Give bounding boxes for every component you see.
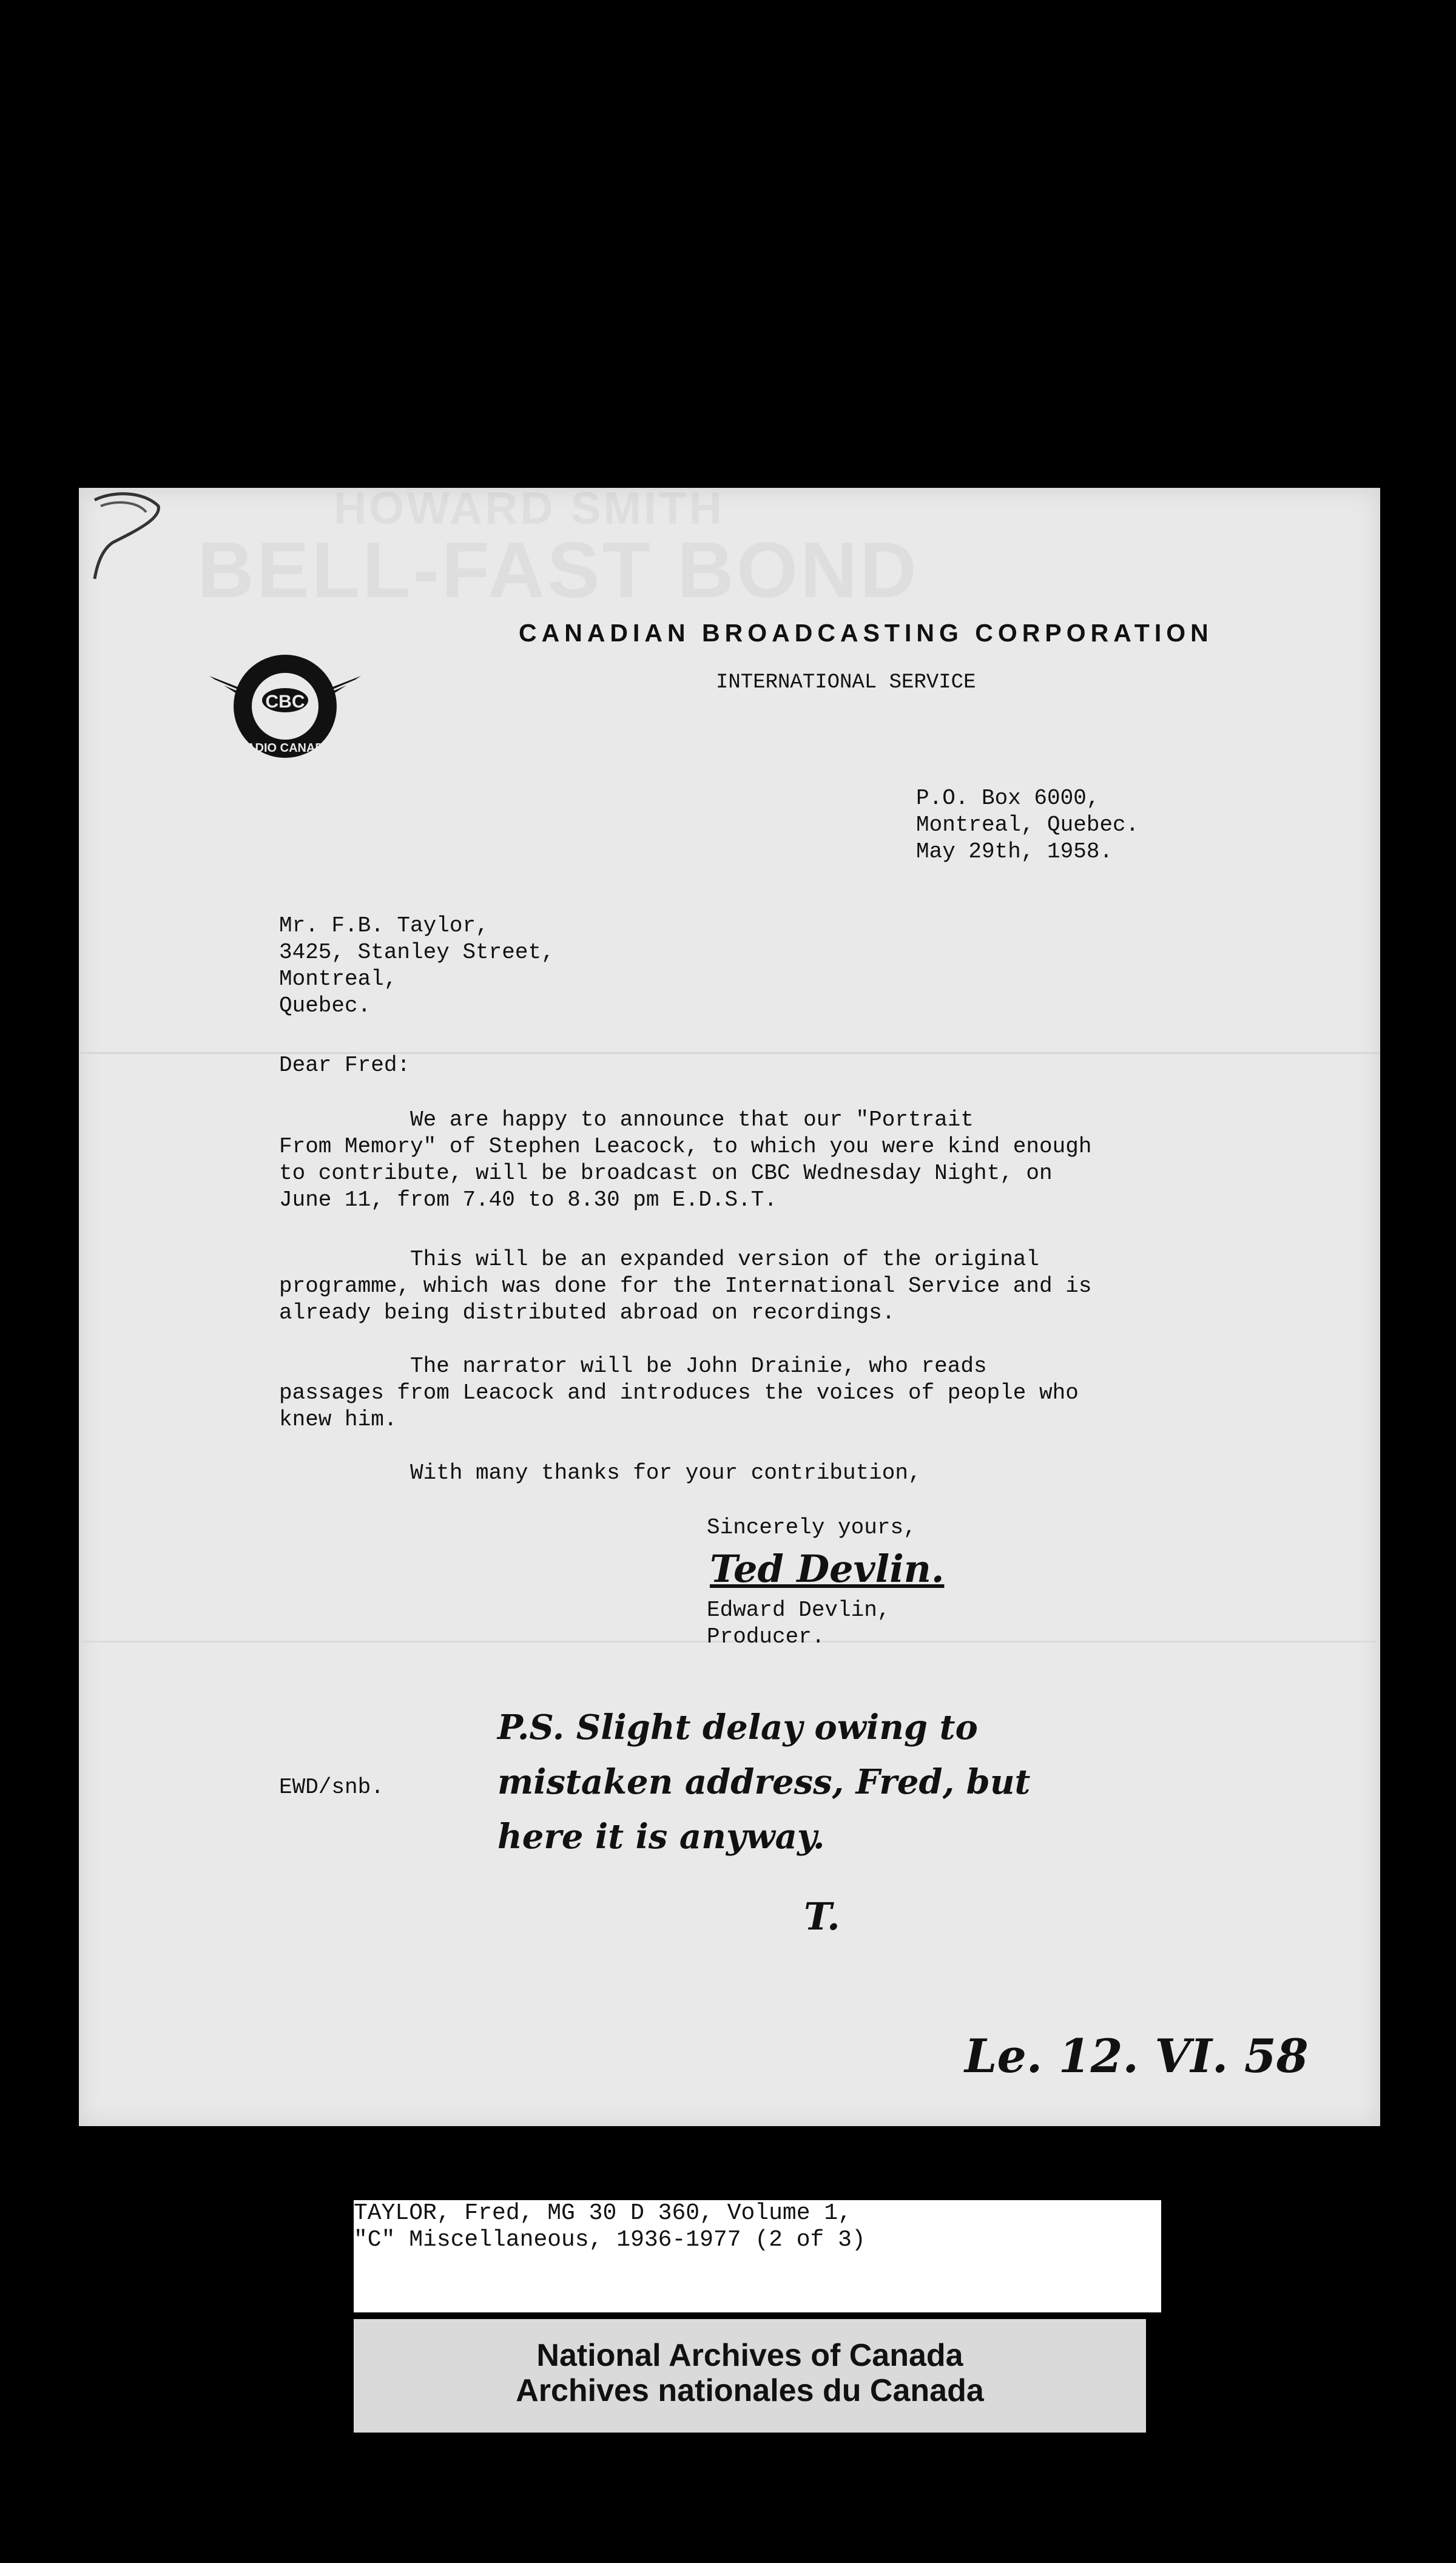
body-line: to contribute, will be broadcast on CBC Wednesday Night, on [279, 1161, 1053, 1186]
sender-address-line: P.O. Box 6000, [916, 786, 1100, 811]
postscript-line: here it is anyway. [497, 1817, 825, 1857]
logo-text: CBC [265, 692, 305, 712]
postscript-line: mistaken address, Fred, but [497, 1762, 1031, 1802]
signature: Ted Devlin. [710, 1547, 945, 1591]
signatory-title: Producer. [707, 1624, 825, 1649]
letter-date: May 29th, 1958. [916, 839, 1113, 864]
reference-initials: EWD/snb. [279, 1775, 384, 1800]
body-line: passages from Leacock and introduces the voices of people who [279, 1380, 1079, 1405]
cbc-logo-icon [206, 652, 364, 767]
body-line: programme, which was done for the International Service and is [279, 1274, 1092, 1298]
division-name: INTERNATIONAL SERVICE [716, 671, 976, 694]
watermark-paper [197, 524, 919, 615]
archival-reference-line: "C" Miscellaneous, 1936-1977 (2 of 3) [354, 2227, 866, 2253]
body-line: This will be an expanded version of the original [279, 1247, 1040, 1272]
received-note: Le. 12. VI. 58 [965, 2029, 1309, 2083]
archival-reference-label [354, 2200, 1161, 2312]
body-line: June 11, from 7.40 to 8.30 pm E.D.S.T. [279, 1187, 777, 1212]
archival-reference-line: TAYLOR, Fred, MG 30 D 360, Volume 1, [354, 2200, 852, 2226]
recipient-line: Montreal, [279, 967, 397, 991]
body-line: With many thanks for your contribution, [279, 1460, 922, 1485]
body-line: knew him. [279, 1407, 397, 1432]
fold-line [79, 1052, 1380, 1054]
postscript-initial: T. [804, 1894, 840, 1939]
recipient-line: 3425, Stanley Street, [279, 940, 554, 965]
signatory-name: Edward Devlin, [707, 1598, 891, 1623]
body-line: The narrator will be John Drainie, who reads [279, 1354, 987, 1379]
archives-name-french: Archives nationales du Canada [516, 2373, 984, 2408]
archives-stamp [354, 2319, 1146, 2433]
archives-name-english: National Archives of Canada [536, 2338, 963, 2373]
logo-ring-text: RADIO CANADA [237, 741, 333, 755]
postscript-line: P.S. Slight delay owing to [497, 1707, 978, 1748]
body-line: From Memory" of Stephen Leacock, to which you were kind enough [279, 1134, 1092, 1159]
staple-mark-icon [89, 488, 167, 585]
body-line: already being distributed abroad on recordings. [279, 1300, 895, 1325]
valediction: Sincerely yours, [707, 1515, 917, 1540]
recipient-line: Quebec. [279, 993, 371, 1018]
salutation: Dear Fred: [279, 1053, 411, 1078]
recipient-line: Mr. F.B. Taylor, [279, 913, 489, 938]
sender-address-line: Montreal, Quebec. [916, 812, 1139, 837]
corporation-name: CANADIAN BROADCASTING CORPORATION [519, 619, 1213, 647]
letter-page [79, 488, 1380, 2126]
body-line: We are happy to announce that our "Portrait [279, 1107, 974, 1132]
